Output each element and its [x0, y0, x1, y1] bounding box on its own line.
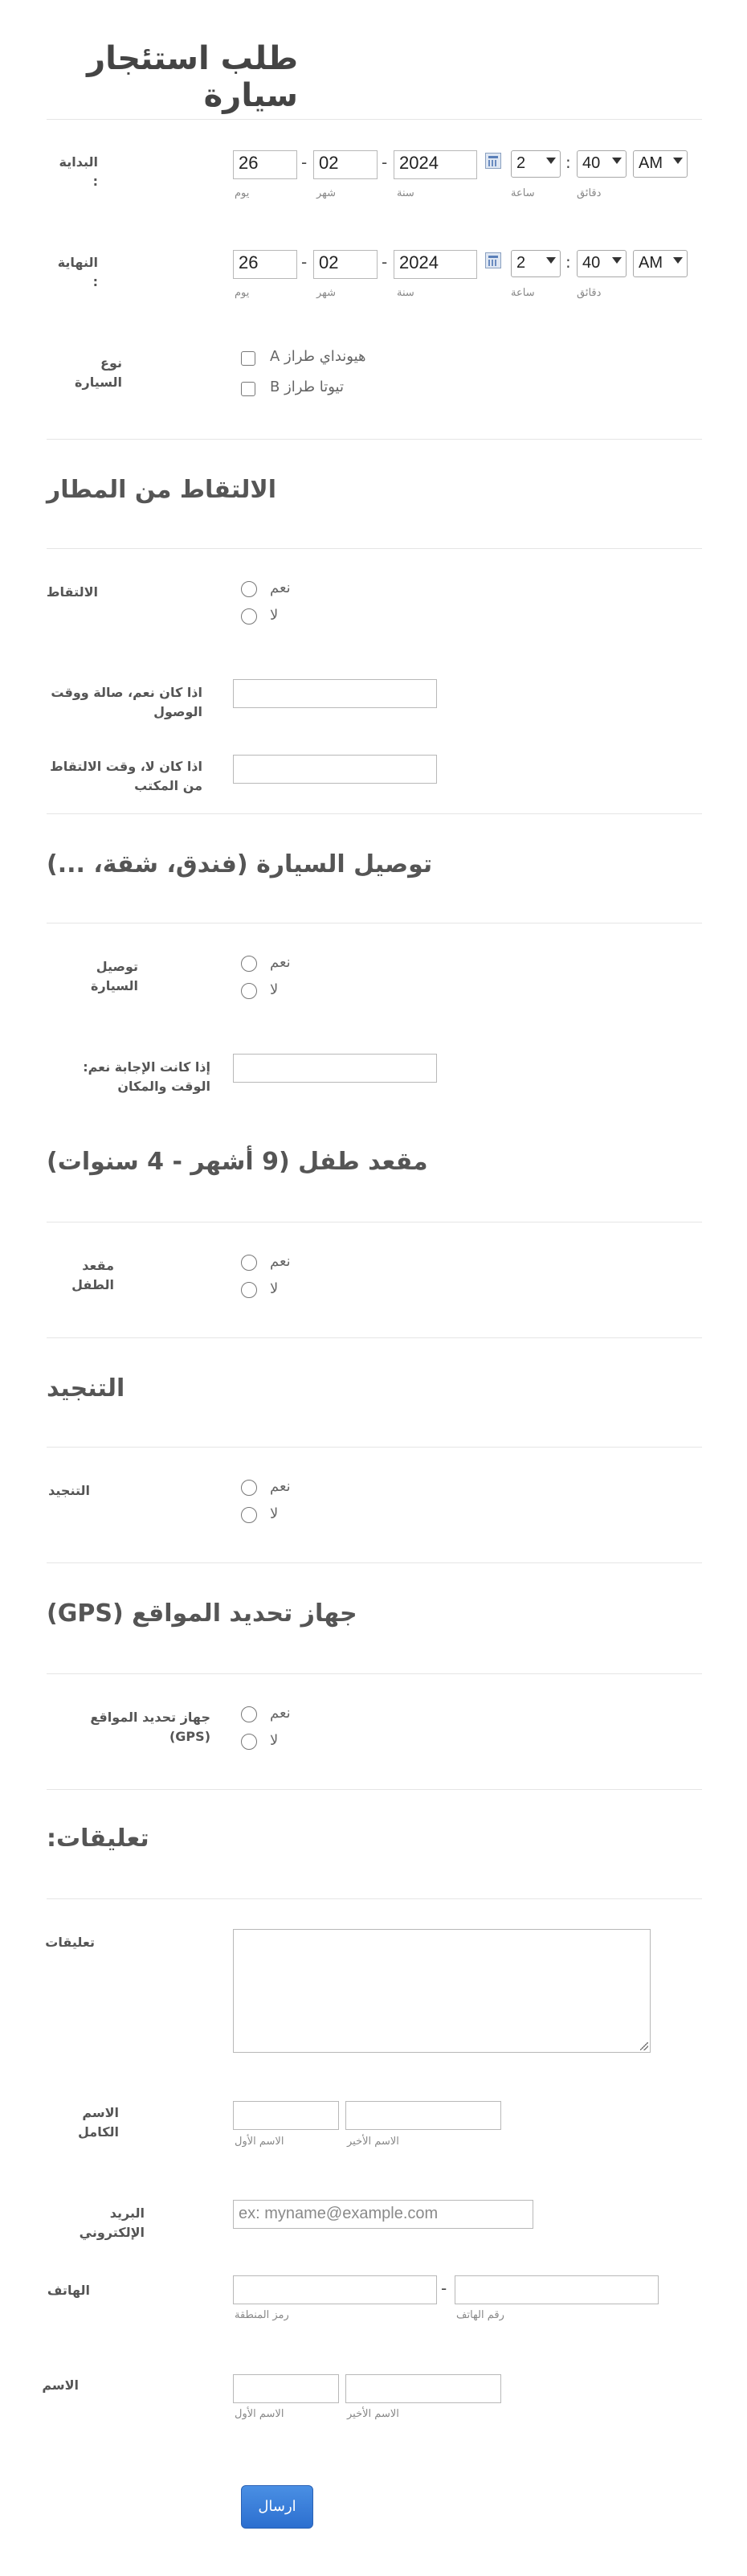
gps-no-label: لا: [270, 1732, 279, 1749]
divider: [47, 1673, 702, 1674]
last-name-sublabel: الاسم الأخير: [347, 2136, 399, 2148]
phone-area-input[interactable]: [233, 2275, 437, 2304]
car-type-option-a: هيونداي طراز A: [270, 348, 366, 365]
comments-label: تعليقات: [45, 1935, 95, 1950]
start-hour-value: 2: [516, 154, 526, 172]
pickup-no-radio[interactable]: [241, 608, 257, 625]
car-type-checkbox-a[interactable]: [241, 351, 255, 366]
start-minute-select[interactable]: [577, 150, 627, 178]
chevron-down-icon: [546, 158, 556, 164]
end-month-input[interactable]: 02: [313, 250, 378, 279]
delivery-yes-radio[interactable]: [241, 956, 257, 972]
end-minute-value: 40: [582, 254, 601, 272]
start-day-input[interactable]: 26: [233, 150, 297, 179]
start-minute-value: 40: [582, 154, 601, 172]
phone-number-sublabel: رقم الهاتف: [456, 2309, 504, 2321]
minute-sublabel: دقائق: [577, 287, 602, 299]
pickup-no-label: لا: [270, 607, 279, 624]
car-type-label: نوع السيارة: [75, 355, 122, 390]
last-name-sublabel: الاسم الأخير: [347, 2408, 399, 2420]
date-dash: -: [382, 153, 388, 172]
start-label: البداية :: [59, 154, 98, 189]
divider: [47, 1789, 702, 1790]
date-dash: -: [301, 252, 308, 272]
start-hour-select[interactable]: [511, 150, 561, 178]
full-name-first-input[interactable]: [233, 2101, 339, 2130]
phone-number-input[interactable]: [455, 2275, 659, 2304]
end-day-input[interactable]: 26: [233, 250, 297, 279]
chevron-down-icon: [612, 158, 622, 164]
tint-heading: التنجيد: [47, 1374, 125, 1403]
name-first-input[interactable]: [233, 2374, 339, 2403]
email-field[interactable]: ex: myname@example.com: [233, 2200, 533, 2229]
divider: [47, 1562, 702, 1563]
child-seat-no-radio[interactable]: [241, 1282, 257, 1298]
tint-label: التنجيد: [48, 1483, 90, 1498]
tint-no-label: لا: [270, 1505, 279, 1522]
phone-label: الهاتف: [47, 2283, 90, 2298]
form-title: طلب استئجار سيارة: [87, 40, 298, 114]
pickup-yes-radio[interactable]: [241, 581, 257, 597]
day-sublabel: يوم: [235, 287, 250, 299]
chevron-down-icon: [673, 158, 683, 164]
hour-sublabel: ساعة: [511, 287, 535, 299]
tint-no-radio[interactable]: [241, 1507, 257, 1523]
divider: [47, 1447, 702, 1448]
month-sublabel: شهر: [316, 187, 337, 199]
year-sublabel: سنة: [397, 187, 414, 199]
end-minute-select[interactable]: [577, 250, 627, 277]
name-last-input[interactable]: [345, 2374, 501, 2403]
car-type-checkbox-b[interactable]: [241, 382, 255, 396]
child-seat-heading: مقعد طفل (9 أشهر - 4 سنوات): [47, 1148, 428, 1176]
gps-label: جهاز تحديد المواقع (GPS): [90, 1710, 210, 1744]
child-seat-yes-label: نعم: [270, 1253, 291, 1270]
divider: [47, 548, 702, 549]
pickup-label: الالتقاط: [46, 584, 98, 600]
name-label: الاسم: [42, 2377, 79, 2393]
end-hour-value: 2: [516, 254, 526, 272]
chevron-down-icon: [612, 257, 622, 264]
tint-yes-radio[interactable]: [241, 1480, 257, 1496]
delivery-yes-label: نعم: [270, 954, 291, 971]
start-month-input[interactable]: 02: [313, 150, 378, 179]
divider: [47, 1337, 702, 1338]
month-sublabel: شهر: [316, 287, 337, 299]
office-pickup-input[interactable]: [233, 755, 437, 784]
end-hour-select[interactable]: [511, 250, 561, 277]
child-seat-label: مقعد الطفل: [71, 1258, 114, 1292]
delivery-no-radio[interactable]: [241, 983, 257, 999]
end-label: النهاية :: [57, 255, 98, 289]
full-name-label: الاسم الكامل: [78, 2105, 119, 2140]
pickup-yes-label: نعم: [270, 579, 291, 596]
delivery-place-input[interactable]: [233, 1054, 437, 1083]
hour-sublabel: ساعة: [511, 187, 535, 199]
if-yes-label: اذا كان نعم، صالة ووقت الوصول: [51, 685, 202, 719]
child-seat-no-label: لا: [270, 1280, 279, 1297]
phone-dash: -: [441, 2279, 447, 2298]
comments-textarea[interactable]: [233, 1929, 651, 2053]
full-name-last-input[interactable]: [345, 2101, 501, 2130]
start-ampm-select[interactable]: [633, 150, 688, 178]
comments-heading: تعليقات:: [47, 1824, 149, 1853]
divider: [47, 119, 702, 120]
delivery-heading: توصيل السيارة (فندق، شقة، ...): [47, 850, 433, 878]
divider: [47, 923, 702, 924]
time-colon: :: [565, 252, 571, 272]
end-ampm-select[interactable]: [633, 250, 688, 277]
car-type-option-b: تيوتا طراز B: [270, 379, 344, 395]
delivery-if-yes-label: إذا كانت الإجابة نعم: الوقت والمكان: [83, 1059, 210, 1094]
start-ampm-value: AM: [639, 154, 663, 172]
first-name-sublabel: الاسم الأول: [235, 2136, 284, 2148]
start-year-input[interactable]: 2024: [394, 150, 477, 179]
child-seat-yes-radio[interactable]: [241, 1255, 257, 1271]
day-sublabel: يوم: [235, 187, 250, 199]
delivery-label: توصيل السيارة: [91, 959, 138, 993]
chevron-down-icon: [673, 257, 683, 264]
divider: [47, 439, 702, 440]
delivery-no-label: لا: [270, 981, 279, 998]
gps-yes-label: نعم: [270, 1705, 291, 1722]
date-dash: -: [301, 153, 308, 172]
end-ampm-value: AM: [639, 254, 663, 272]
chevron-down-icon: [546, 257, 556, 264]
submit-button[interactable]: ارسال: [241, 2485, 313, 2529]
first-name-sublabel: الاسم الأول: [235, 2408, 284, 2420]
divider: [47, 813, 702, 814]
end-year-input[interactable]: 2024: [394, 250, 477, 279]
divider: [47, 1898, 702, 1899]
date-dash: -: [382, 252, 388, 272]
tint-yes-label: نعم: [270, 1478, 291, 1495]
gps-heading: جهاز تحديد المواقع (GPS): [47, 1599, 357, 1628]
airport-heading: الالتقاط من المطار: [47, 476, 277, 504]
gps-yes-radio[interactable]: [241, 1706, 257, 1722]
calendar-icon[interactable]: [485, 252, 501, 268]
resize-grip-icon[interactable]: [640, 2042, 648, 2050]
email-label: البريد الإلكتروني: [79, 2205, 145, 2240]
time-colon: :: [565, 153, 571, 172]
calendar-icon[interactable]: [485, 153, 501, 169]
arrival-input[interactable]: [233, 679, 437, 708]
year-sublabel: سنة: [397, 287, 414, 299]
if-no-label: اذا كان لا، وقت الالتقاط من المكتب: [50, 759, 202, 793]
area-code-sublabel: رمز المنطقة: [235, 2309, 289, 2321]
gps-no-radio[interactable]: [241, 1734, 257, 1750]
minute-sublabel: دقائق: [577, 187, 602, 199]
